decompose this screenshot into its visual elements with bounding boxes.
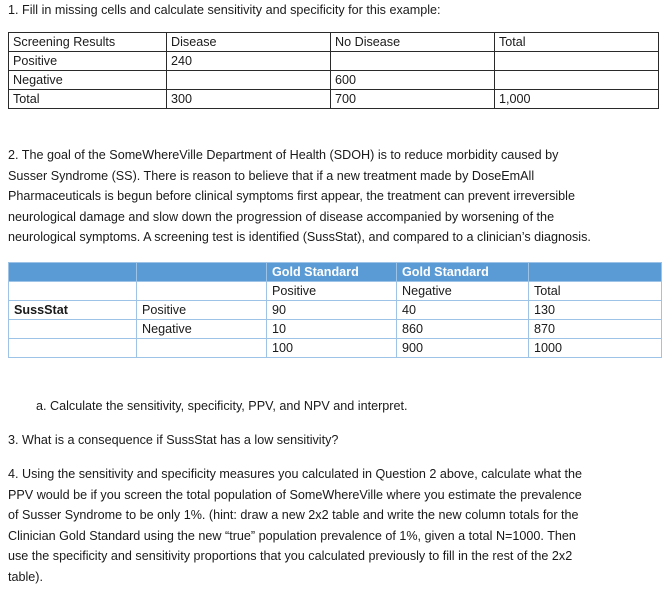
table-cell: Total bbox=[9, 90, 167, 109]
table-cell: Gold Standard bbox=[397, 263, 529, 282]
table-cell: Gold Standard bbox=[267, 263, 397, 282]
table-cell: 700 bbox=[331, 90, 495, 109]
table-cell: Positive bbox=[9, 52, 167, 71]
table-cell: 240 bbox=[167, 52, 331, 71]
table-cell: 870 bbox=[529, 320, 662, 339]
question-2-text bbox=[8, 145, 591, 248]
table-cell: Negative bbox=[397, 282, 529, 301]
table-cell: 900 bbox=[397, 339, 529, 358]
table-cell: Total bbox=[495, 33, 659, 52]
table-cell: No Disease bbox=[331, 33, 495, 52]
table-cell: 1,000 bbox=[495, 90, 659, 109]
question-1-text: 1. Fill in missing cells and calculate sensitivity and specificity for this example: bbox=[8, 3, 441, 17]
table-header-row bbox=[9, 33, 659, 52]
table-row bbox=[9, 52, 659, 71]
table-cell bbox=[495, 71, 659, 90]
table-cell: 1000 bbox=[529, 339, 662, 358]
paragraph-line: neurological symptoms. A screening test is identified (SussStat), and compared to a clinician’s diagnosis. bbox=[8, 230, 591, 244]
table-cell bbox=[9, 263, 137, 282]
table-cell bbox=[495, 52, 659, 71]
table-cell bbox=[9, 282, 137, 301]
table-cell: 130 bbox=[529, 301, 662, 320]
table-cell: Positive bbox=[267, 282, 397, 301]
table-row bbox=[9, 301, 662, 320]
table-cell: 90 bbox=[267, 301, 397, 320]
paragraph-line: 4. Using the sensitivity and specificity measures you calculated in Question 2 above, calculate what the bbox=[8, 467, 583, 481]
table-cell: 10 bbox=[267, 320, 397, 339]
table-cell bbox=[9, 339, 137, 358]
paragraph-line: 2. The goal of the SomeWhereVille Department of Health (SDOH) is to reduce morbidity caused by bbox=[8, 148, 559, 162]
paragraph-line: Clinician Gold Standard using the new “true” population prevalence of 1%, given a total N=1000. Then bbox=[8, 528, 576, 543]
table-cell: Negative bbox=[9, 71, 167, 90]
paragraph-line: Susser Syndrome (SS). There is reason to believe that if a new treatment made by DoseEmAll bbox=[8, 168, 535, 183]
table-cell: Total bbox=[529, 282, 662, 301]
question-3-text: 3. What is a consequence if SussStat has a low sensitivity? bbox=[8, 433, 339, 447]
table-row bbox=[9, 282, 662, 301]
table-header-row bbox=[9, 263, 662, 282]
paragraph-line: use the specificity and sensitivity proportions that you calculated previously to fill in the rest of the 2x2 bbox=[8, 549, 573, 563]
table-cell bbox=[9, 320, 137, 339]
table-cell bbox=[167, 71, 331, 90]
table-cell: 860 bbox=[397, 320, 529, 339]
paragraph-line: Pharmaceuticals is begun before clinical symptoms first appear, the treatment can prevent irreversible bbox=[8, 189, 575, 203]
table-cell bbox=[137, 339, 267, 358]
table-cell: Negative bbox=[137, 320, 267, 339]
table-cell bbox=[331, 52, 495, 71]
paragraph-line: of Susser Syndrome to be only 1%. (hint: draw a new 2x2 table and write the new column totals for the bbox=[8, 508, 579, 522]
table-cell: 600 bbox=[331, 71, 495, 90]
question-2a-text: a. Calculate the sensitivity, specificity, PPV, and NPV and interpret. bbox=[36, 399, 408, 413]
table-cell: Screening Results bbox=[9, 33, 167, 52]
table-row bbox=[9, 90, 659, 109]
paragraph-line: neurological damage and slow down the progression of disease accompanied by worsening of the bbox=[8, 209, 555, 224]
paragraph-line: table). bbox=[8, 569, 44, 584]
table-cell bbox=[137, 282, 267, 301]
table-cell: 300 bbox=[167, 90, 331, 109]
table-cell: Disease bbox=[167, 33, 331, 52]
table-cell: 40 bbox=[397, 301, 529, 320]
table-cell bbox=[137, 263, 267, 282]
question-4-text bbox=[8, 464, 582, 587]
sussstat-table bbox=[8, 262, 662, 358]
table-cell: Positive bbox=[137, 301, 267, 320]
table-cell: 100 bbox=[267, 339, 397, 358]
table-row bbox=[9, 320, 662, 339]
table-row bbox=[9, 71, 659, 90]
screening-table bbox=[8, 32, 659, 109]
table-cell: SussStat bbox=[9, 301, 137, 320]
table-cell bbox=[529, 263, 662, 282]
paragraph-line: PPV would be if you screen the total population of SomeWhereVille where you estimate the prevalence bbox=[8, 487, 582, 502]
table-row bbox=[9, 339, 662, 358]
